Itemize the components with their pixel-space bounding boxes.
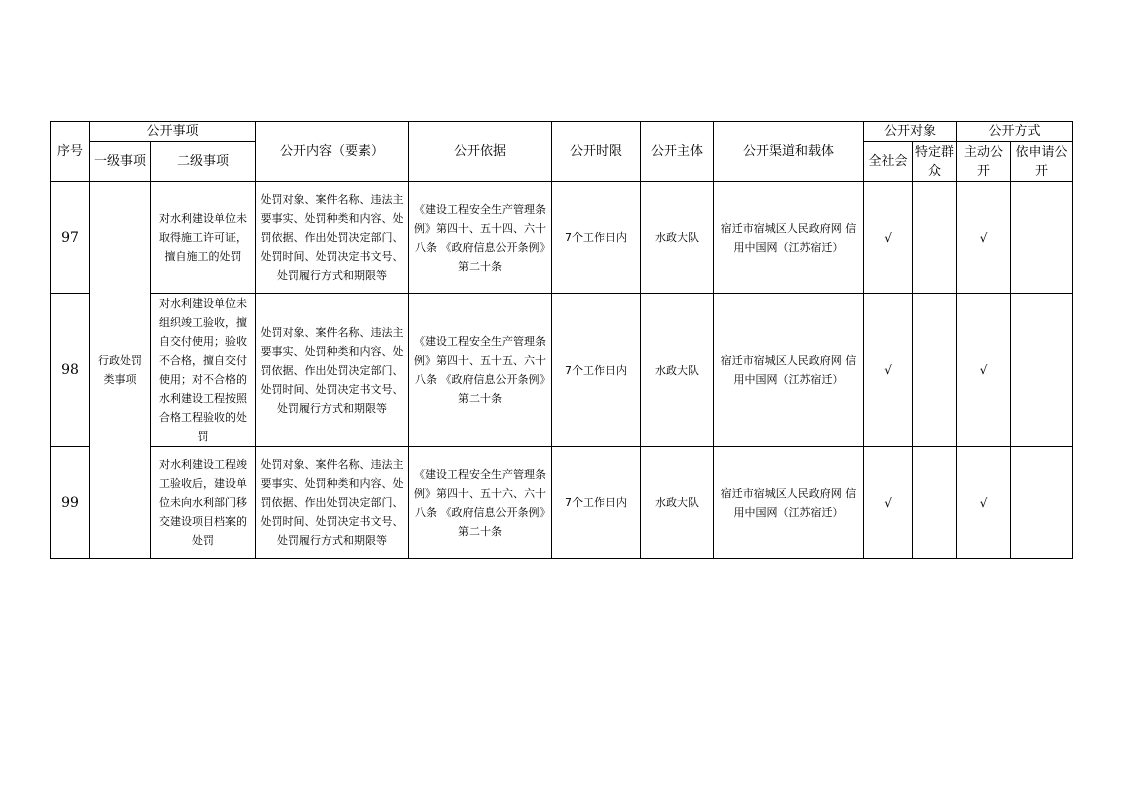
header-items-group: 公开事项 [90, 122, 256, 142]
row-content: 处罚对象、案件名称、违法主要事实、处罚种类和内容、处罚依据、作出处罚决定部门、处罚时间、处罚决定书文号、处罚履行方式和期限等 [256, 182, 409, 294]
header-level2: 二级事项 [151, 142, 256, 182]
row-level2: 对水利建设工程竣工验收后，建设单位未向水利部门移交建设项目档案的处罚 [151, 447, 256, 559]
row-content: 处罚对象、案件名称、违法主要事实、处罚种类和内容、处罚依据、作出处罚决定部门、处罚时间、处罚决定书文号、处罚履行方式和期限等 [256, 447, 409, 559]
header-level1: 一级事项 [90, 142, 151, 182]
header-row-1 [51, 122, 1073, 142]
row-seq: 97 [51, 182, 90, 294]
row-seq: 98 [51, 294, 90, 447]
row-level2: 对水利建设单位未组织竣工验收，擅自交付使用；验收不合格，擅自交付使用；对不合格的水利建设工程按照合格工程验收的处罚 [151, 294, 256, 447]
row-time-limit: 7个工作日内 [552, 447, 641, 559]
header-method-request: 依申请公开 [1011, 142, 1073, 182]
row-level2: 对水利建设单位未取得施工许可证，擅自施工的处罚 [151, 182, 256, 294]
level1-category: 行政处罚类事项 [90, 182, 151, 559]
row-audience-specific [913, 294, 957, 447]
header-audience-specific: 特定群众 [913, 142, 957, 182]
row-channel: 宿迁市宿城区人民政府网 信用中国网（江苏宿迁） [714, 182, 864, 294]
row-method-active: √ [957, 447, 1011, 559]
table-row [51, 447, 1073, 559]
row-time-limit: 7个工作日内 [552, 294, 641, 447]
row-basis: 《建设工程安全生产管理条例》第四十、五十四、六十八条 《政府信息公开条例》第二十条 [409, 182, 552, 294]
row-audience-specific [913, 447, 957, 559]
row-time-limit: 7个工作日内 [552, 182, 641, 294]
row-seq: 99 [51, 447, 90, 559]
row-basis: 《建设工程安全生产管理条例》第四十、五十六、六十八条 《政府信息公开条例》第二十条 [409, 447, 552, 559]
header-seq: 序号 [51, 122, 90, 182]
header-audience-group: 公开对象 [864, 122, 957, 142]
row-audience-all: √ [864, 182, 913, 294]
header-method-active: 主动公开 [957, 142, 1011, 182]
row-method-request [1011, 182, 1073, 294]
row-method-active: √ [957, 294, 1011, 447]
row-method-request [1011, 294, 1073, 447]
header-subject: 公开主体 [641, 122, 714, 182]
row-audience-all: √ [864, 294, 913, 447]
table-row [51, 294, 1073, 447]
row-audience-all: √ [864, 447, 913, 559]
row-method-active: √ [957, 182, 1011, 294]
row-subject: 水政大队 [641, 294, 714, 447]
header-time-limit: 公开时限 [552, 122, 641, 182]
row-method-request [1011, 447, 1073, 559]
table-row [51, 182, 1073, 294]
row-content: 处罚对象、案件名称、违法主要事实、处罚种类和内容、处罚依据、作出处罚决定部门、处罚时间、处罚决定书文号、处罚履行方式和期限等 [256, 294, 409, 447]
row-basis: 《建设工程安全生产管理条例》第四十、五十五、六十八条 《政府信息公开条例》第二十条 [409, 294, 552, 447]
row-subject: 水政大队 [641, 447, 714, 559]
header-basis: 公开依据 [409, 122, 552, 182]
header-method-group: 公开方式 [957, 122, 1073, 142]
disclosure-table [50, 121, 1073, 559]
header-content: 公开内容（要素） [256, 122, 409, 182]
header-channel: 公开渠道和载体 [714, 122, 864, 182]
row-channel: 宿迁市宿城区人民政府网 信用中国网（江苏宿迁） [714, 294, 864, 447]
row-subject: 水政大队 [641, 182, 714, 294]
header-audience-all: 全社会 [864, 142, 913, 182]
row-channel: 宿迁市宿城区人民政府网 信用中国网（江苏宿迁） [714, 447, 864, 559]
row-audience-specific [913, 182, 957, 294]
